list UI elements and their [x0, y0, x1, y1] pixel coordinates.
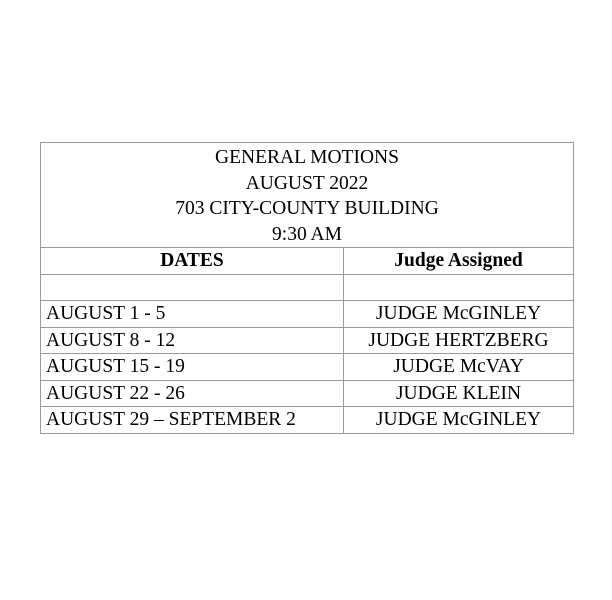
blank-cell-judge: [344, 274, 574, 301]
table-row: [41, 327, 574, 354]
judge-cell: JUDGE KLEIN: [344, 380, 574, 407]
title-line-1: GENERAL MOTIONS: [215, 147, 399, 168]
title-line-4: 9:30 AM: [272, 223, 342, 245]
judge-cell: JUDGE HERTZBERG: [344, 327, 574, 354]
title-block: [41, 143, 574, 248]
dates-cell: AUGUST 22 - 26: [41, 380, 344, 407]
dates-column-header: DATES: [41, 248, 344, 275]
title-line-2: AUGUST 2022: [245, 172, 369, 194]
table-row: [41, 354, 574, 381]
title-line-3: 703 CITY-COUNTY BUILDING: [175, 198, 439, 219]
judge-cell: JUDGE McGINLEY: [344, 407, 574, 434]
judge-cell: JUDGE McGINLEY: [344, 301, 574, 328]
blank-row: [41, 274, 574, 301]
title-row: [41, 143, 574, 248]
schedule-table: [40, 142, 574, 434]
table-row: [41, 301, 574, 328]
dates-cell: AUGUST 8 - 12: [41, 327, 344, 354]
judge-cell: JUDGE McVAY: [344, 354, 574, 381]
column-header-row: [41, 248, 574, 275]
dates-cell: AUGUST 15 - 19: [41, 354, 344, 381]
dates-cell: AUGUST 29 – SEPTEMBER 2: [41, 407, 344, 434]
blank-cell-dates: [41, 274, 344, 301]
table-row: [41, 407, 574, 434]
dates-cell: AUGUST 1 - 5: [41, 301, 344, 328]
judge-column-header: Judge Assigned: [344, 248, 574, 275]
table-row: [41, 380, 574, 407]
